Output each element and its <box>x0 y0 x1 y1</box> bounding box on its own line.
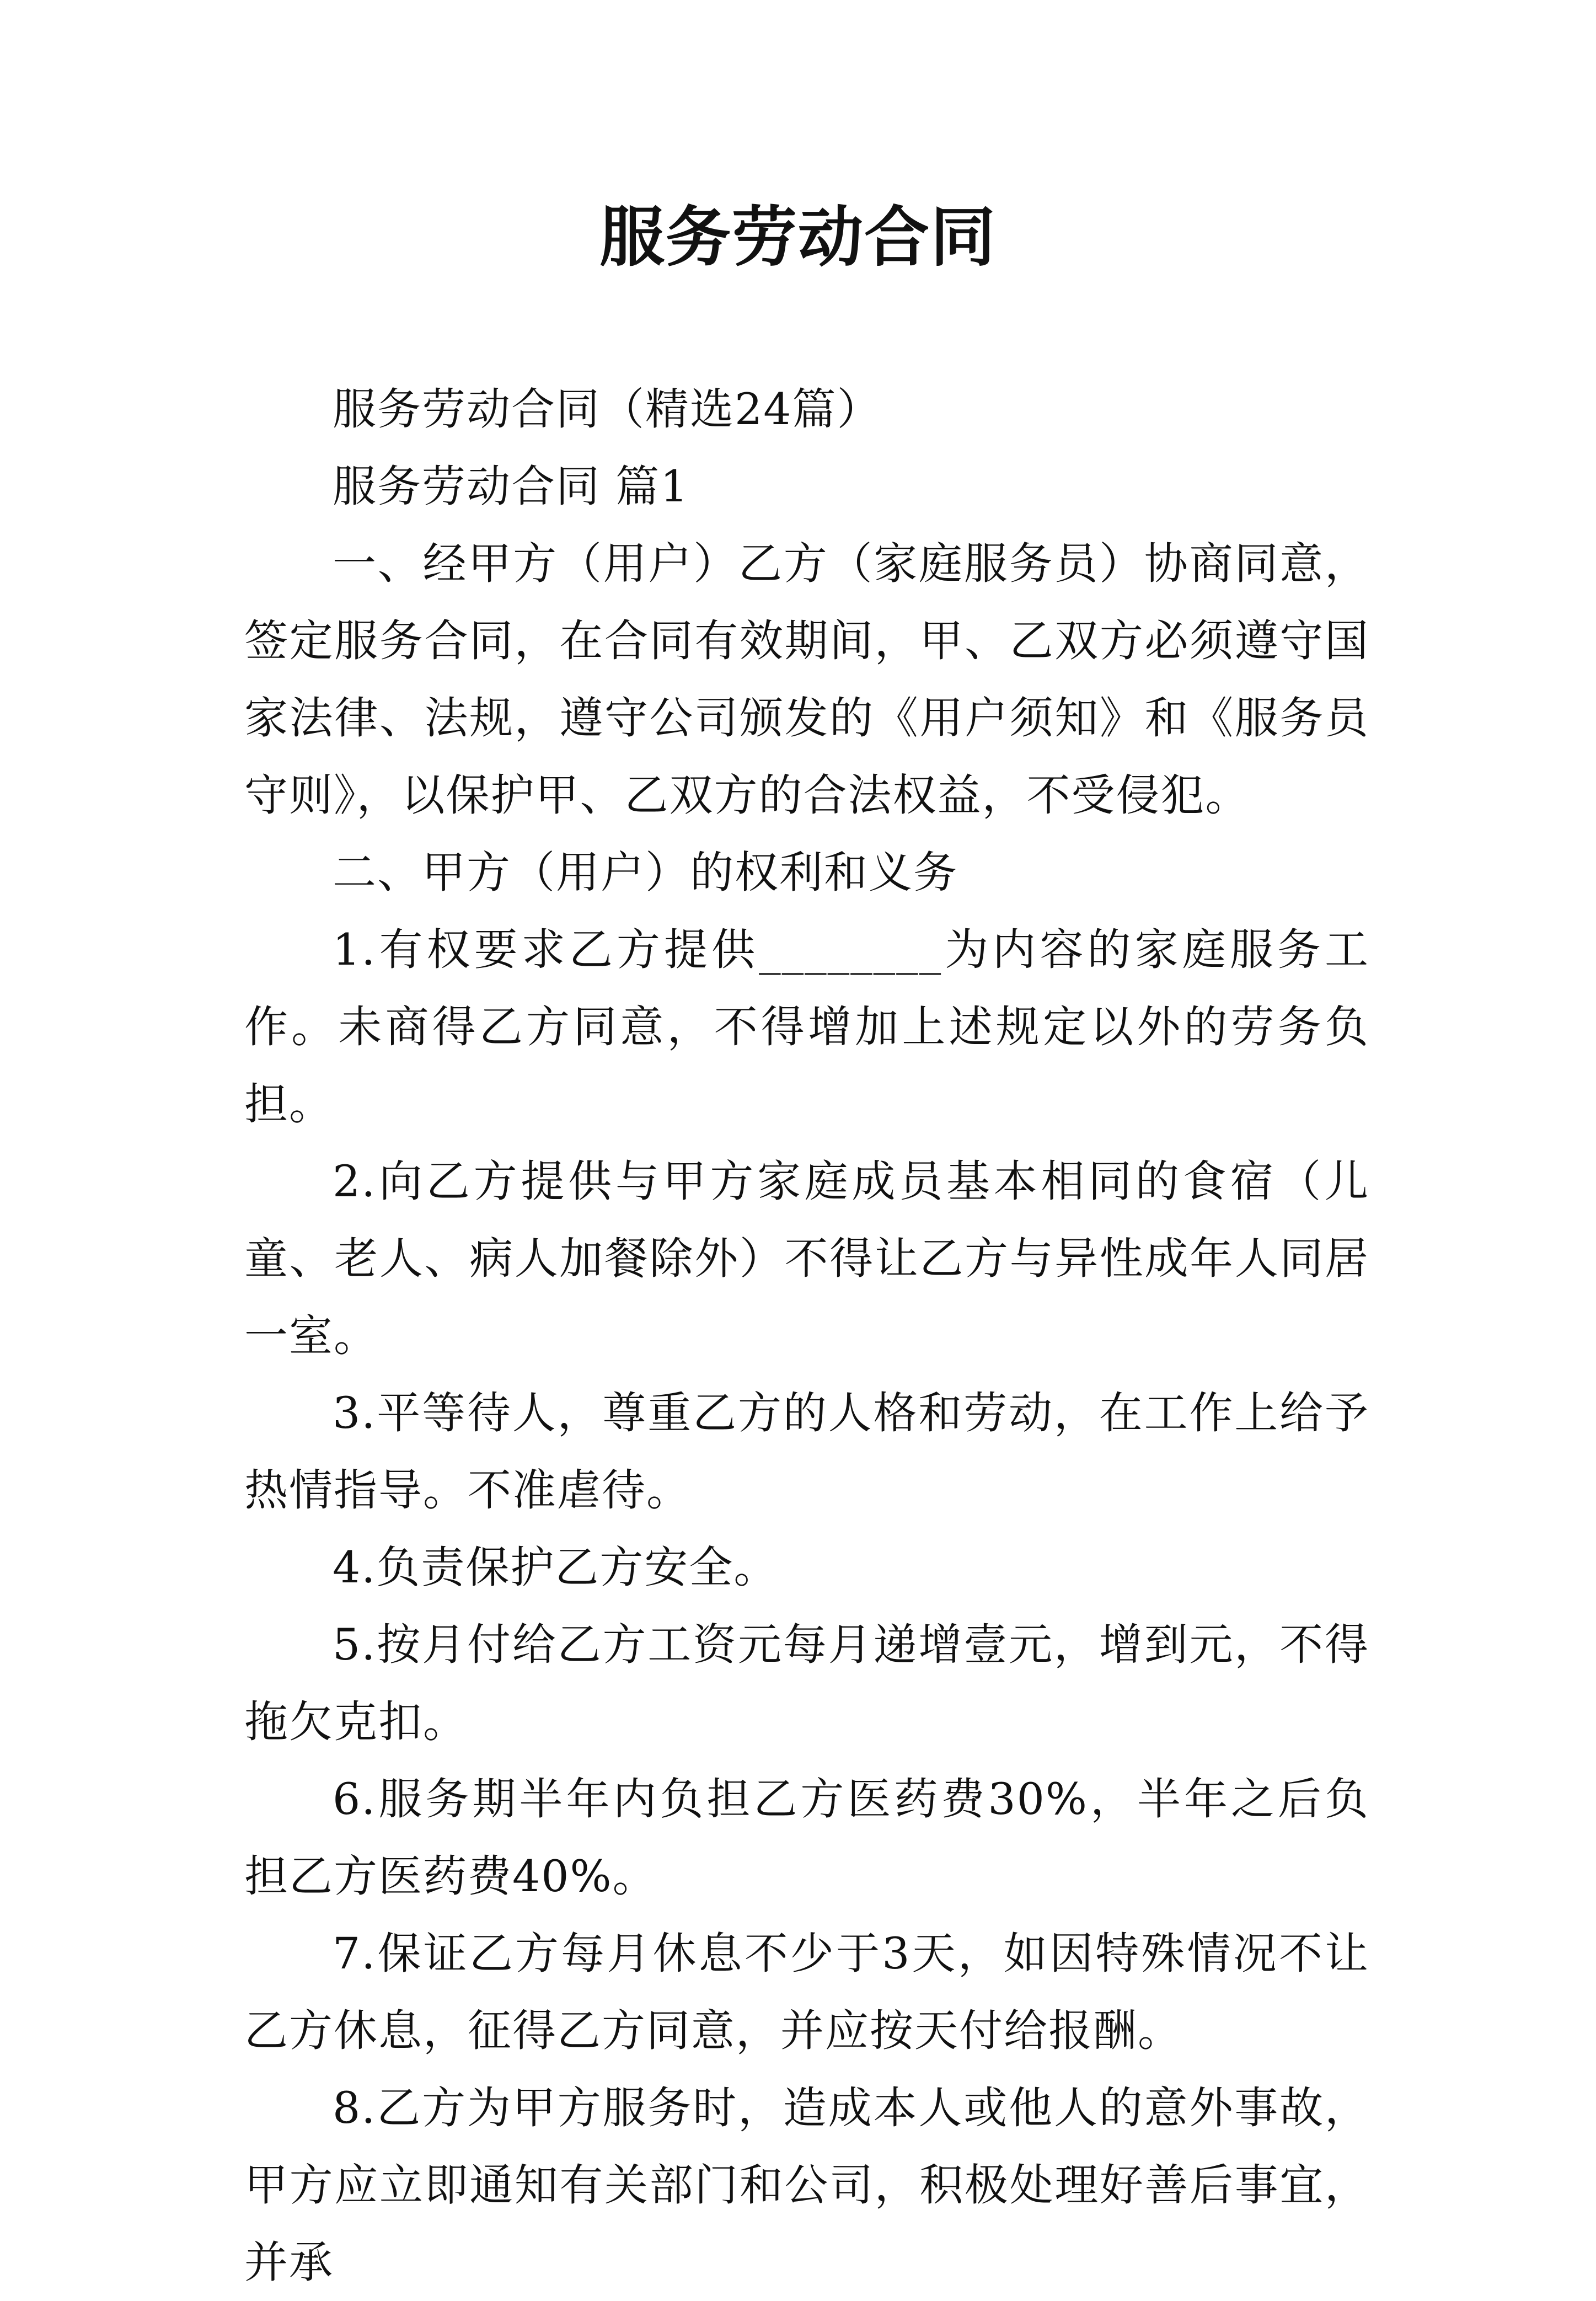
paragraph-item-6: 6.服务期半年内负担乙方医药费30%，半年之后负担乙方医药费40%。 <box>244 1774 1369 1902</box>
paragraph-section-heading: 服务劳动合同 篇1 <box>333 461 689 512</box>
paragraph-clause-1: 一、经甲方（用户）乙方（家庭服务员）协商同意，签定服务合同，在合同有效期间，甲、乙双方必须遵守国家法律、法规，遵守公司颁发的《用户须知》和《服务员守则》，以保护甲、乙双方的合法权益，不受侵犯。 <box>244 538 1369 821</box>
paragraph-item-4: 4.负责保护乙方安全。 <box>333 1542 779 1593</box>
paragraph-item-7: 7.保证乙方每月休息不少于3天，如因特殊情况不让乙方休息，征得乙方同意，并应按天付给报酬。 <box>244 1928 1369 2056</box>
paragraph-item-3: 3.平等待人，尊重乙方的人格和劳动，在工作上给予热情指导。不准虐待。 <box>244 1388 1369 1516</box>
paragraph-subtitle: 服务劳动合同（精选24篇） <box>333 384 882 435</box>
paragraph-item-1: 1.有权要求乙方提供________为内容的家庭服务工作。未商得乙方同意，不得增加上述规定以外的劳务负担。 <box>244 924 1369 1130</box>
paragraph-item-2: 2.向乙方提供与甲方家庭成员基本相同的食宿（儿童、老人、病人加餐除外）不得让乙方与异性成年人同居一室。 <box>244 1156 1369 1361</box>
paragraph-clause-2-heading: 二、甲方（用户）的权利和义务 <box>333 847 958 898</box>
paragraph-item-8: 8.乙方为甲方服务时，造成本人或他人的意外事故，甲方应立即通知有关部门和公司，积极处理好善后事宜，并承 <box>244 2083 1369 2288</box>
document-body <box>244 371 1369 2301</box>
document-title: 服务劳动合同 <box>599 199 997 275</box>
paragraph-item-5: 5.按月付给乙方工资元每月递增壹元，增到元，不得拖欠克扣。 <box>244 1619 1369 1747</box>
